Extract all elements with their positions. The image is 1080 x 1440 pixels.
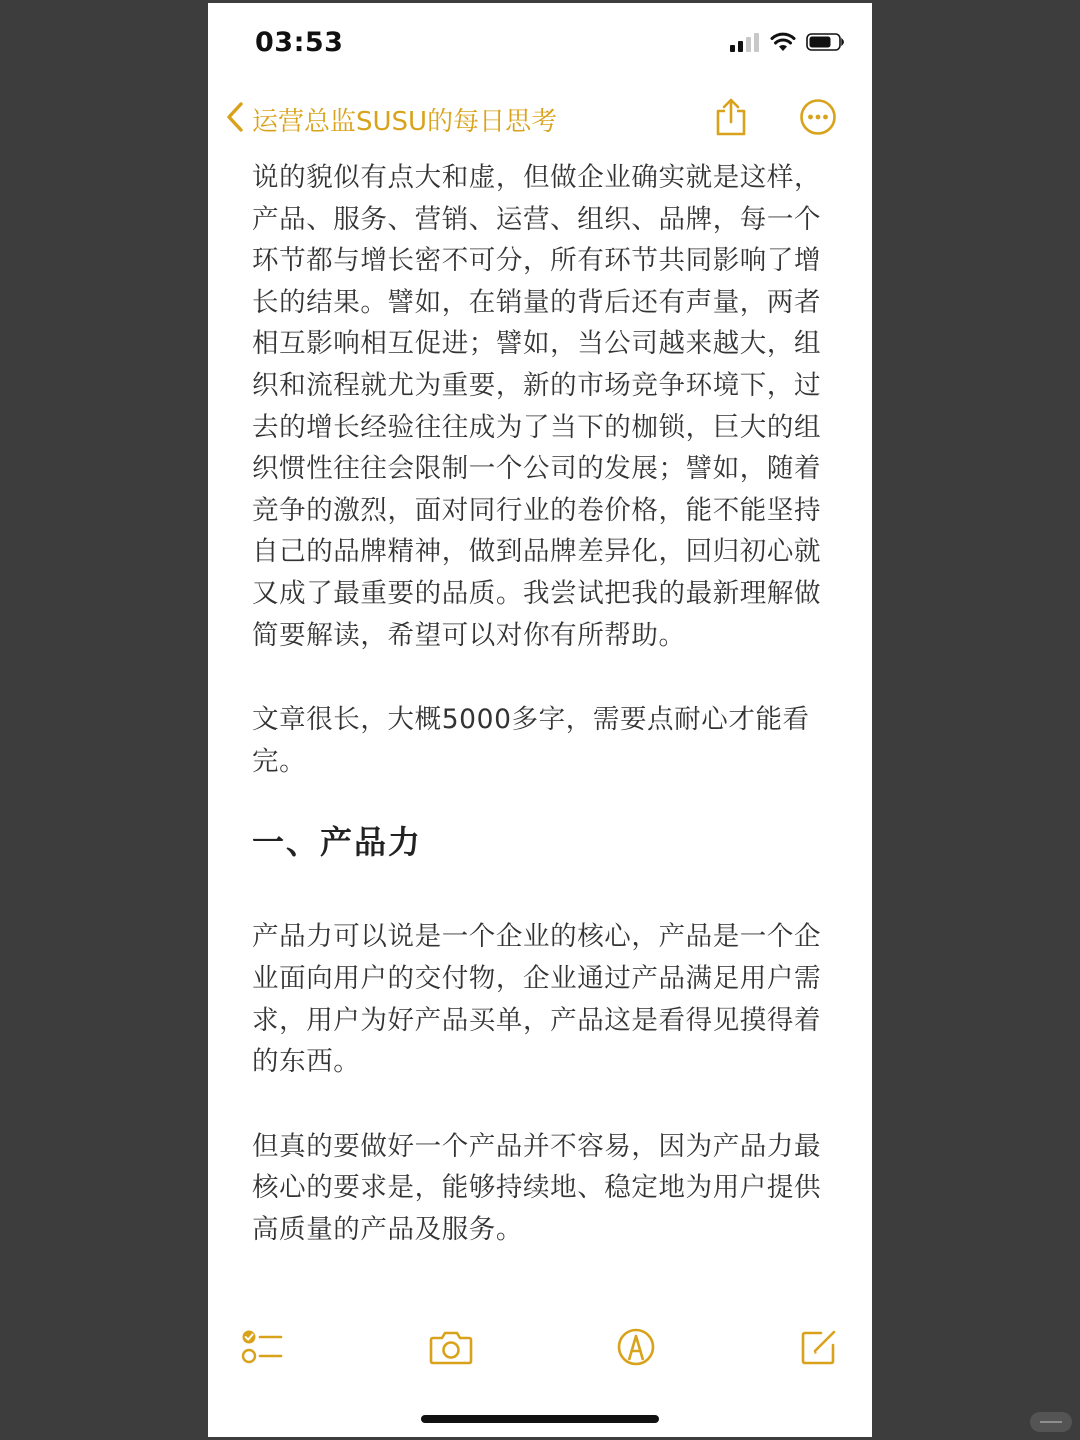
note-heading: 一、产品力 [252,823,423,862]
wifi-icon [770,32,796,56]
status-time: 03:53 [255,27,344,58]
camera-icon [429,1329,473,1369]
more-button[interactable] [794,95,842,143]
status-bar [208,3,872,83]
checklist-button[interactable] [238,1325,286,1373]
note-body[interactable] [252,157,832,1250]
back-button[interactable] [226,95,557,143]
cellular-signal-icon [730,32,760,56]
back-folder-label[interactable]: 运营总监SUSU的每日思考 [252,106,558,137]
note-paragraph-intro: 说的貌似有点大和虚，但做企业确实就是这样，产品、服务、营销、运营、组织、品牌，每一个环节都与增长密不可分，所有环节共同影响了增长的结果。譬如，在销量的背后还有声量，两者相互影响相互促进；譬如，当公司越来越大，组织和流程就尤为重要，新的市场竞争环境下，过去的增长经验往往成为了当下的枷锁，巨大的组织惯性往往会限制一个公司的发展；譬如，随着竞争的激烈，面对同行业的卷价格，能不能坚持自己的品牌精神，做到品牌差异化，回归初心就又成了最重要的品质。我尝试把我的最新理解做简要解读，希望可以对你有所帮助。 [252,162,822,651]
share-button[interactable] [707,95,755,143]
compose-button[interactable] [795,1325,843,1373]
phone-screen [208,3,872,1437]
markup-button[interactable] [612,1325,660,1373]
battery-icon [806,32,846,56]
note-paragraph-length: 文章很长，大概5000多字，需要点耐心才能看完。 [252,704,810,777]
markup-icon [616,1327,656,1371]
home-indicator[interactable] [421,1415,659,1423]
note-paragraph-product-core: 产品力可以说是一个企业的核心，产品是一个企业面向用户的交付物，企业通过产品满足用户需求，用户为好产品买单，产品这是看得见摸得着的东西。 [252,921,822,1078]
compose-icon [799,1327,839,1371]
share-icon [714,97,748,141]
watermark-logo [1030,1412,1072,1432]
note-paragraph-product-hard: 但真的要做好一个产品并不容易，因为产品力最核心的要求是，能够持续地、稳定地为用户提供高质量的产品及服务。 [252,1130,822,1245]
more-icon [799,98,837,140]
camera-button[interactable] [427,1325,475,1373]
bottom-toolbar [208,1319,872,1385]
status-icons [730,33,846,55]
chevron-left-icon [226,101,244,137]
checklist-icon [241,1328,283,1370]
nav-bar [208,91,872,147]
